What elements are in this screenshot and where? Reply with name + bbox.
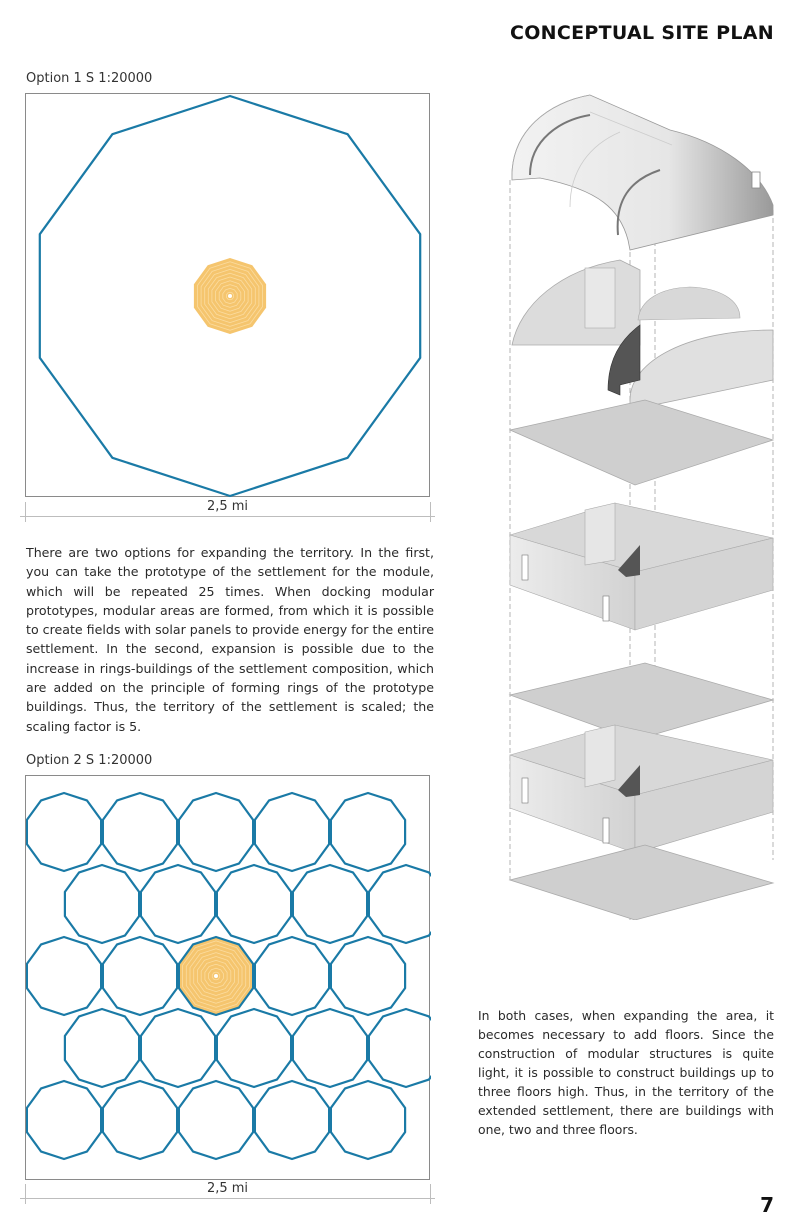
module-ring [27,793,101,871]
paragraph-adding-floors: In both cases, when expanding the area, it becomes necessary to add floors. Since the construction of modular structures is quite light, it is possible to construct buildings up to three floors high. Thus, in the territory of the extended settlement, there are buildings with one, two and three floors. [478,1008,774,1137]
dimension-label: 2,5 mi [206,499,249,514]
floor-slab [510,400,773,485]
module-ring [331,793,405,871]
module-ring [141,1009,215,1087]
module-ring [103,1081,177,1159]
module-ring [217,865,291,943]
paragraph-expansion-options: There are two options for expanding the territory. In the first, you can take the prototype of the settlement for the module, which will be repeated 25 times. When docking modular prototypes, modular areas are formed, from which it is possible to create fields with solar panels to provide energy for the entire settlement. In the second, expansion is possible due to the increase in rings-buildings of the settlement composition, which are added on the principle of forming rings of the prototype buildings. Thus, the territory of the settlement is scaled; the scaling factor is 5. [26,545,434,734]
page-title: CONCEPTUAL SITE PLAN [509,22,774,44]
module-ring [27,1081,101,1159]
module-ring [65,1009,139,1087]
dimension-label: 2,5 mi [206,1181,249,1196]
module-ring [255,793,329,871]
option1-plan [25,93,430,497]
option1-dimension [20,500,435,522]
module-ring [141,865,215,943]
exploded-axonometric-building [490,90,790,920]
option2-plan [25,775,430,1180]
dimension-line [20,516,435,517]
module-ring [331,1081,405,1159]
module-ring [255,937,329,1015]
module-ring [103,937,177,1015]
module-ring [65,865,139,943]
first-floor-walls [510,725,773,853]
dimension-line [20,1198,435,1199]
module-ring [293,1009,367,1087]
option2-dimension [20,1182,435,1204]
module-ring [293,865,367,943]
page-number: 7 [760,1193,774,1217]
module-ring [217,1009,291,1087]
option2-module-grid [26,776,431,1181]
module-ring [369,1009,431,1087]
base-slab [510,845,773,920]
upper-vault-walls [512,260,773,410]
second-floor-walls [510,503,773,630]
option1-ring-drawing [26,94,431,498]
module-ring [369,865,431,943]
option2-label: Option 2 S 1:20000 [26,753,153,768]
module-ring [331,937,405,1015]
module-ring [255,1081,329,1159]
module-ring [103,793,177,871]
module-ring [179,793,253,871]
floor-slab [510,663,773,740]
vaulted-roof [512,95,773,250]
module-ring [179,1081,253,1159]
module-ring [27,937,101,1015]
option1-label: Option 1 S 1:20000 [26,71,153,86]
